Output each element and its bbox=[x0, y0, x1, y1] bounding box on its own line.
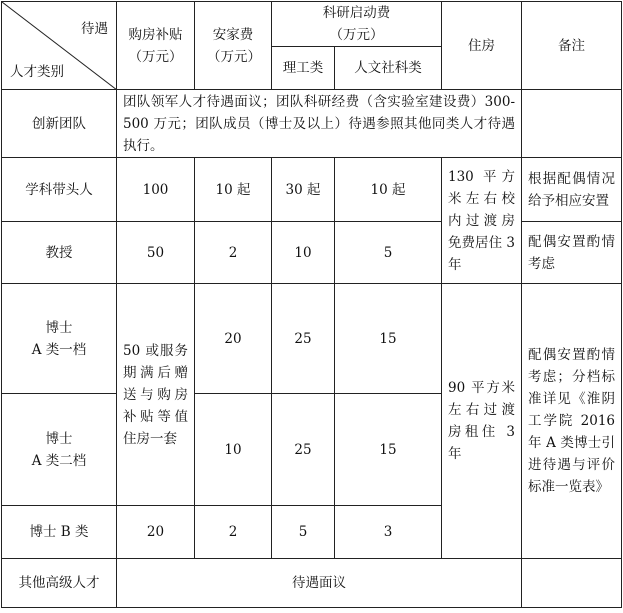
professor-hum: 5 bbox=[335, 222, 442, 284]
professor-sci: 10 bbox=[272, 222, 335, 284]
phd-b-hum: 3 bbox=[335, 506, 442, 559]
other-text: 待遇面议 bbox=[117, 559, 522, 608]
row-label-phd-b: 博士 B 类 bbox=[2, 506, 117, 559]
row-label-phd-a1 bbox=[2, 284, 117, 394]
header-research-fund-unit: （万元） bbox=[329, 27, 384, 43]
phd-a2-hum: 15 bbox=[335, 394, 442, 506]
professor-remark: 配偶安置酌情考虑 bbox=[522, 222, 622, 284]
professor-settle: 2 bbox=[195, 222, 272, 284]
header-remarks: 备注 bbox=[522, 2, 622, 90]
professor-subsidy: 50 bbox=[117, 222, 195, 284]
phd-a2-label-line2: A 类二档 bbox=[31, 452, 87, 469]
phd-a1-label-line2: A 类一档 bbox=[31, 341, 87, 358]
row-label-team: 创新团队 bbox=[2, 90, 117, 158]
header-housing-subsidy: 购房补贴（万元） bbox=[117, 2, 195, 90]
talent-treatment-table bbox=[1, 1, 622, 608]
phd-a1-settle: 20 bbox=[195, 284, 272, 394]
phd-a-subsidy: 50 或服务期满后赠送与购房补贴等值住房一套 bbox=[117, 284, 195, 506]
phd-a2-label-line1: 博士 bbox=[45, 430, 73, 447]
leader-subsidy: 100 bbox=[117, 158, 195, 222]
header-corner-top: 待遇 bbox=[81, 21, 108, 37]
phd-a2-settle: 10 bbox=[195, 394, 272, 506]
team-remark-empty bbox=[522, 90, 622, 158]
team-description: 团队领军人才待遇面议；团队科研经费（含实验室建设费）300-500 万元；团队成员（博士及以上）待遇参照其他同类人才待遇执行。 bbox=[117, 90, 522, 158]
housing-bottom: 90 平方米左右过渡房租住 3 年 bbox=[442, 284, 522, 559]
leader-settle: 10 起 bbox=[195, 158, 272, 222]
phd-remark: 配偶安置酌情考虑；分档标准详见《淮阴工学院 2016 年 A 类博士引进待遇与评价标准一览表》 bbox=[522, 284, 622, 559]
phd-b-subsidy: 20 bbox=[117, 506, 195, 559]
header-science-eng: 理工类 bbox=[272, 47, 335, 90]
housing-top: 130 平方米左右校内过渡房免费居住 3 年 bbox=[442, 158, 522, 284]
header-corner-bottom: 人才类别 bbox=[10, 64, 64, 80]
row-label-professor: 教授 bbox=[2, 222, 117, 284]
header-research-fund-title: 科研启动费 bbox=[322, 5, 391, 21]
header-humanities: 人文社科类 bbox=[335, 47, 442, 90]
row-label-phd-a2 bbox=[2, 394, 117, 506]
leader-sci: 30 起 bbox=[272, 158, 335, 222]
row-label-other: 其他高级人才 bbox=[2, 559, 117, 608]
leader-remark: 根据配偶情况给予相应安置 bbox=[522, 158, 622, 222]
phd-a1-label-line1: 博士 bbox=[45, 319, 73, 336]
other-remark-empty bbox=[522, 559, 622, 608]
header-corner-cell bbox=[2, 2, 117, 90]
phd-b-settle: 2 bbox=[195, 506, 272, 559]
phd-a1-sci: 25 bbox=[272, 284, 335, 394]
header-housing: 住房 bbox=[442, 2, 522, 90]
header-research-fund bbox=[272, 2, 442, 47]
phd-b-sci: 5 bbox=[272, 506, 335, 559]
row-label-leader: 学科带头人 bbox=[2, 158, 117, 222]
phd-a2-sci: 25 bbox=[272, 394, 335, 506]
phd-a1-hum: 15 bbox=[335, 284, 442, 394]
header-settle-fee: 安家费（万元） bbox=[195, 2, 272, 90]
leader-hum: 10 起 bbox=[335, 158, 442, 222]
